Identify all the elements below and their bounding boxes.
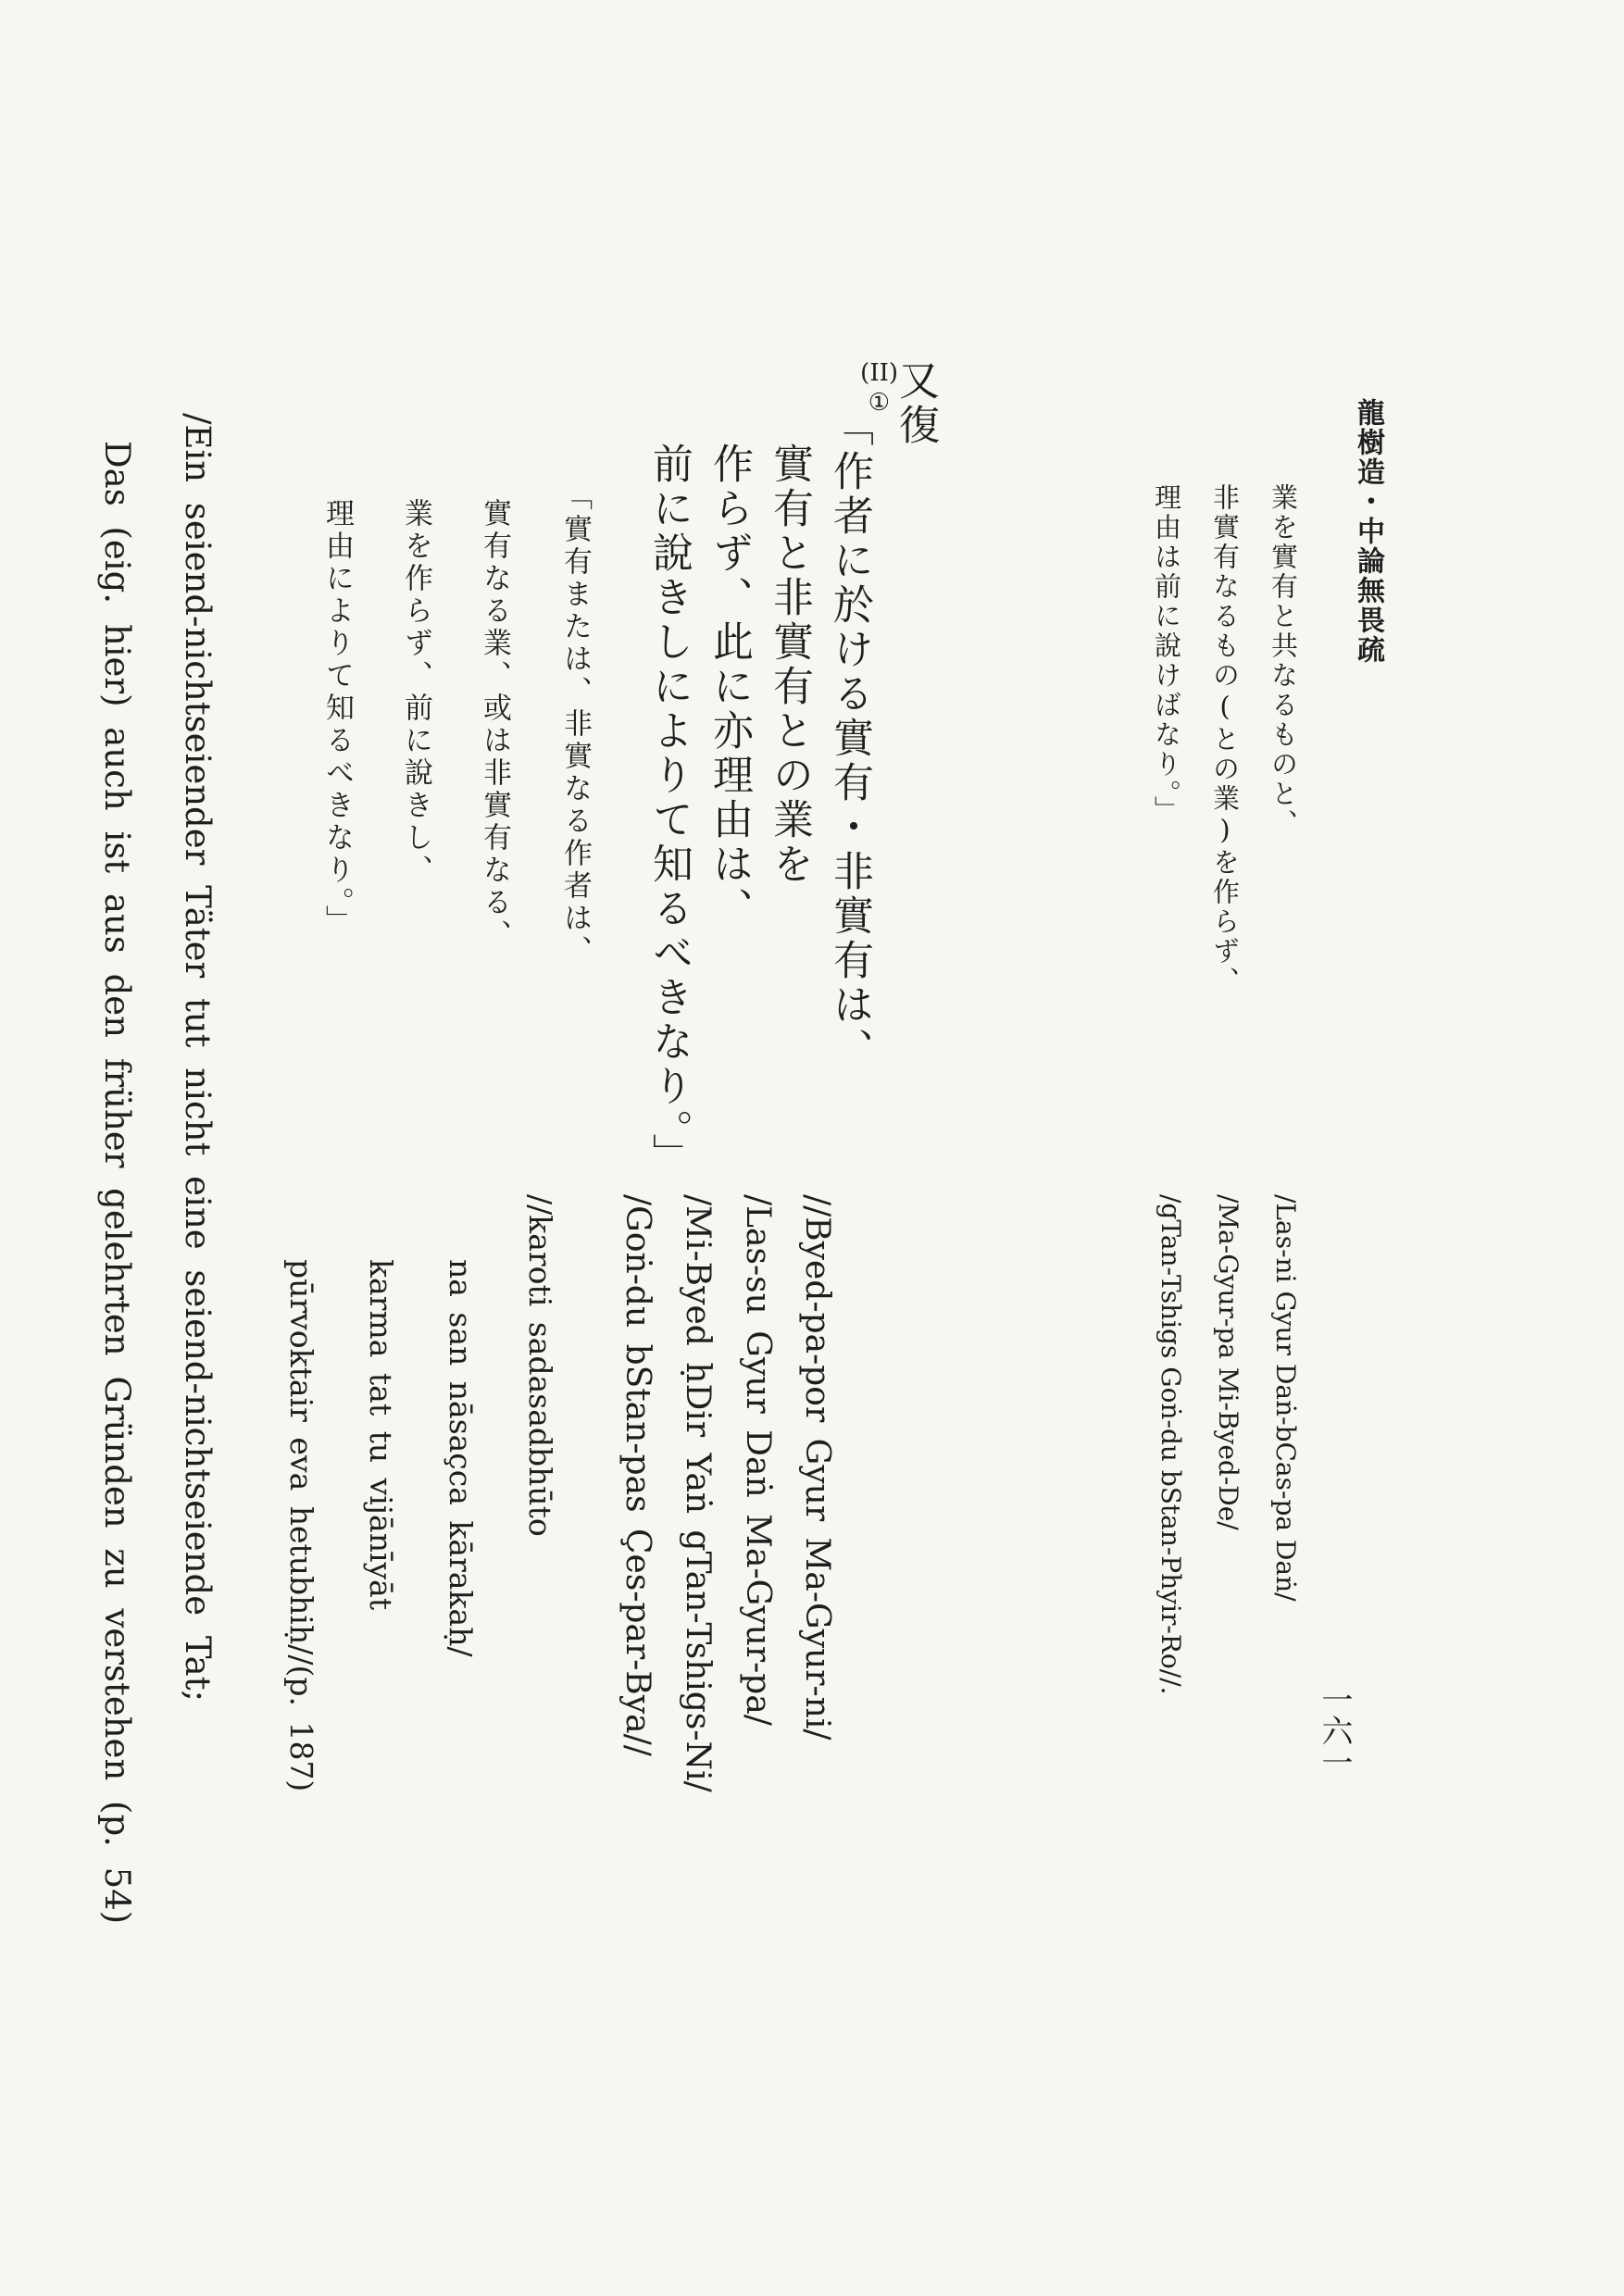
intro-verse-line-3: 理由は前に說けばなり。」 — [1151, 483, 1182, 826]
main-tibetan-line-1: //Byed-pa-por Gyur Ma-Gyur-ni/ — [798, 1194, 836, 1741]
main-tibetan-line-4: /Goṅ-du bStan-pas Çes-par-Bya// — [618, 1194, 656, 1756]
sanskrit-verse-line-2: 實有なる業、或は非實有なる、 — [478, 498, 511, 952]
page-number: 一六一 — [1316, 1683, 1353, 1778]
intro-verse-line-2: 非實有なるもの(との業)を作らず、 — [1209, 483, 1241, 996]
page-header-title: 龍樹造・中論無畏疏 — [1352, 398, 1384, 665]
intro-tibetan-line-3: /gTan-Tshigs Goṅ-du bStan-Phyir-Ro//. — [1156, 1194, 1186, 1695]
main-verse-line-3: 作らず、此に亦理由は、 — [706, 443, 753, 931]
main-tibetan-line-3: /Mi-Byed ḥDir Yaṅ gTan-Tshigs-Ni/ — [679, 1194, 717, 1792]
section-heading: 又復 — [892, 359, 939, 448]
section-marker: (II) — [860, 359, 898, 387]
sanskrit-line-4: pūrvoktair eva hetubhiḥ//(p. 187) — [283, 1259, 319, 1792]
sanskrit-line-1: //karoti sadasadbhūto — [522, 1194, 558, 1537]
main-verse-line-2: 實有と非實有との業を — [766, 443, 813, 887]
sanskrit-line-3: karma tat tu vijānīyāt — [363, 1259, 399, 1611]
main-tibetan-line-2: /Las-su Gyur Daṅ Ma-Gyur-pa/ — [739, 1194, 777, 1726]
footnote-marker: ① — [868, 389, 890, 417]
german-line-1: /Ein seiend-nichtseiender Täter tut nicht eine seiend-nichtseiende Tat; — [178, 413, 218, 1703]
intro-tibetan-line-1: /Las-ni Gyur Daṅ-bCas-pa Daṅ/ — [1270, 1194, 1301, 1602]
main-verse-line-4: 前に說きしによりて知るべきなり。」 — [645, 443, 693, 1178]
main-verse-line-1: 「作者に於ける實有・非實有は、 — [826, 406, 873, 1072]
intro-tibetan-line-2: /Ma-Gyur-pa Mi-Byed-De/ — [1213, 1194, 1243, 1530]
sanskrit-verse-line-3: 業を作らず、前に說きし、 — [399, 498, 432, 887]
sanskrit-verse-line-1: 「實有または、非實なる作者は、 — [558, 481, 592, 967]
intro-verse-line-1: 業を實有と共なるものと、 — [1268, 483, 1299, 839]
german-line-2: Das (eig. hier) auch ist aus den früher gelehrten Gründen zu verstehen (p. 54) — [97, 441, 137, 1925]
sanskrit-line-2: na san nāsaçca kārakaḥ/ — [443, 1259, 479, 1657]
sanskrit-verse-line-4: 理由によりて知るべきなり。」 — [320, 498, 354, 938]
